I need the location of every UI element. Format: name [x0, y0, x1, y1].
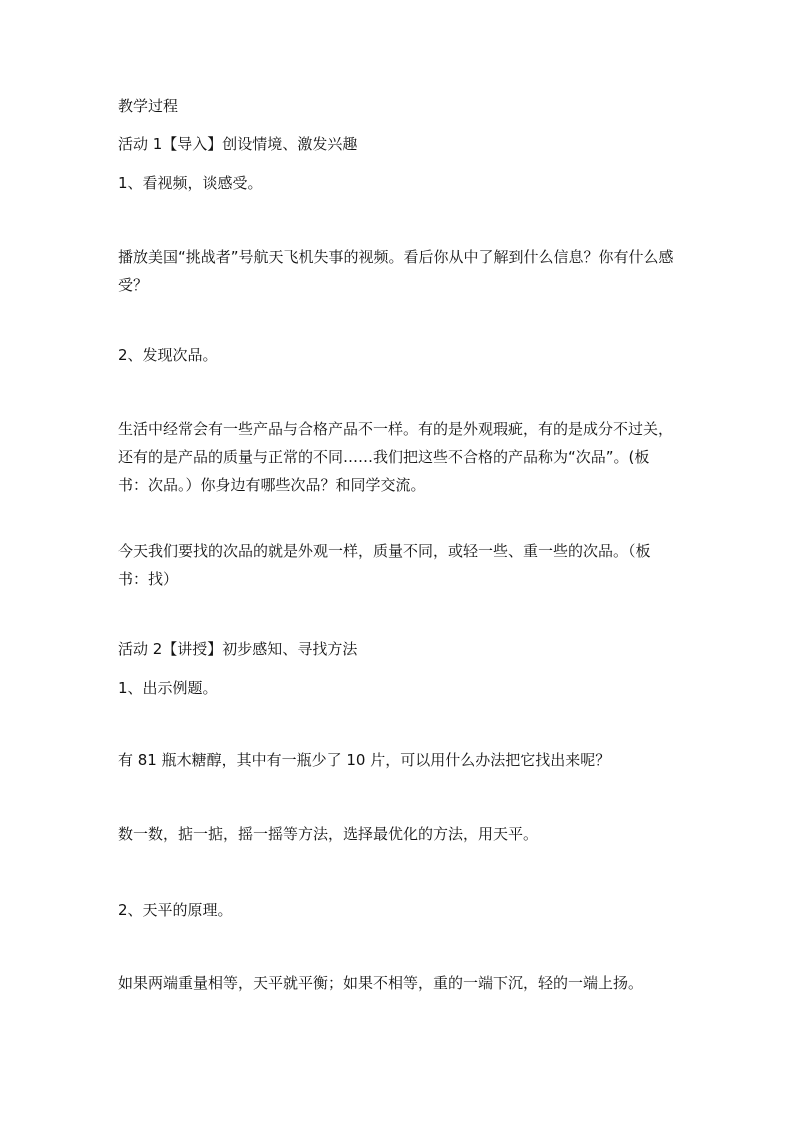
paragraph-defective-products: 生活中经常会有一些产品与合格产品不一样。有的是外观瑕疵，有的是成分不过关，还有的是产品的质量与正常的不同……我们把这些不合格的产品称为“次品”。(板书：次品。）你身边有哪些次品？和同学交流。: [118, 420, 674, 494]
step-2-2: 2、天平的原理。: [118, 901, 233, 919]
step-1-1: 1、看视频，谈感受。: [118, 174, 263, 192]
activity-2-title: 活动 2【讲授】初步感知、寻找方法: [118, 640, 358, 658]
paragraph-todays-task: 今天我们要找的次品的就是外观一样，质量不同，或轻一些、重一些的次品。（板书：找）: [118, 542, 651, 588]
section-heading: 教学过程: [118, 97, 179, 115]
paragraph-example-problem: 有 81 瓶木糖醇，其中有一瓶少了 10 片，可以用什么办法把它找出来呢？: [118, 751, 611, 769]
paragraph-balance-principle: 如果两端重量相等，天平就平衡；如果不相等，重的一端下沉，轻的一端上扬。: [118, 974, 644, 992]
paragraph-methods: 数一数，掂一掂，摇一摇等方法，选择最优化的方法，用天平。: [118, 825, 539, 843]
step-1-2: 2、发现次品。: [118, 346, 218, 364]
step-2-1: 1、出示例题。: [118, 679, 218, 697]
paragraph-video: 播放美国“挑战者”号航天飞机失事的视频。看后你从中了解到什么信息？你有什么感受？: [118, 248, 674, 294]
activity-1-title: 活动 1【导入】创设情境、激发兴趣: [118, 135, 358, 153]
